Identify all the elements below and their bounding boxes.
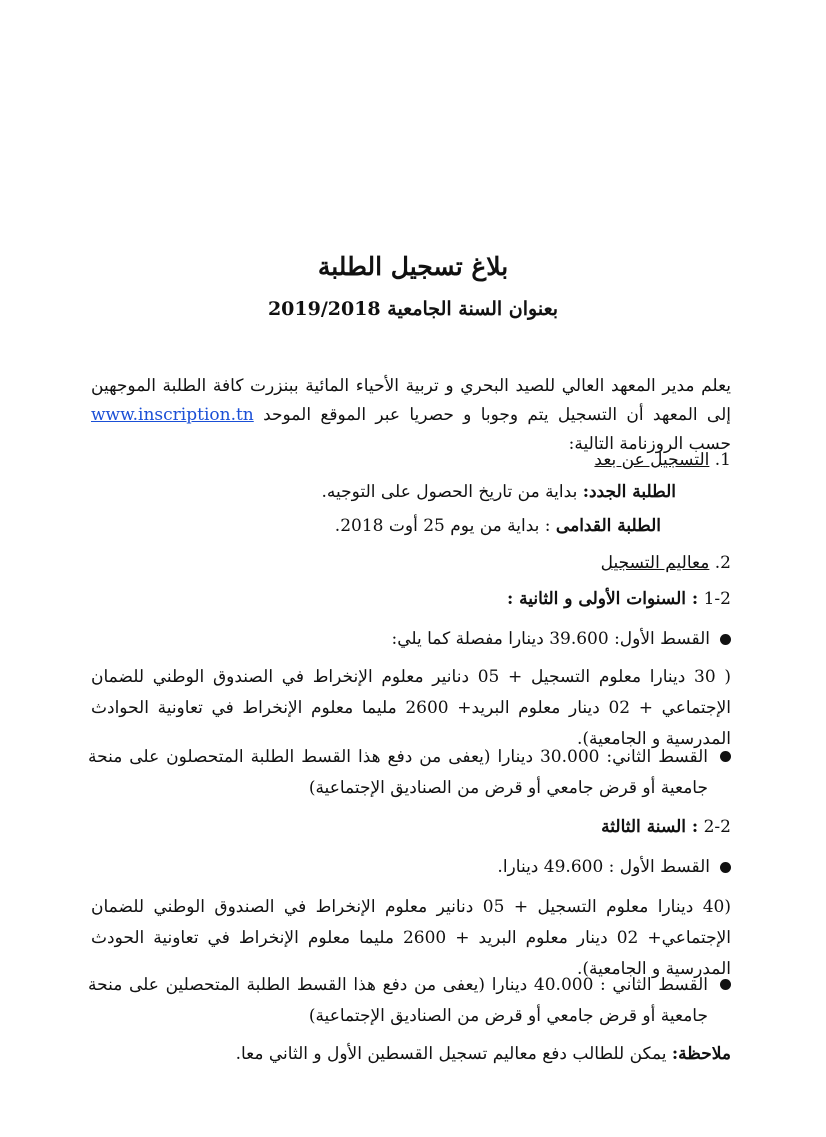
sub1-first-installment — [391, 625, 731, 654]
old-students-text: : بداية من يوم 25 أوت 2018. — [334, 516, 551, 536]
note-label: ملاحظة: — [671, 1044, 731, 1064]
section2-number: 2. — [714, 553, 731, 573]
bullet-icon — [720, 979, 731, 990]
section1-number: 1. — [714, 450, 731, 470]
bullet-icon — [720, 751, 731, 762]
note-line — [236, 1040, 731, 1069]
sub1-second-installment-text: القسط الثاني: 30.000 دينارا (يعفى من دفع هذا القسط الطلبة المتحصلون على منحة جامعية أو قرض جامعي أو قرض من الصناديق الإجتماعية) — [88, 747, 708, 798]
sub2-number: 2-2 — [703, 817, 731, 837]
sub1-first-details: ( 30 دينارا معلوم التسجيل + 05 دنانير معلوم الإنخراط في الصندوق الوطني للضمان الإجتماعي + 02 دينار معلوم البريد+ 2600 مليما معلوم الإنخراط في تعاونية الحوادث المدرسية و الجامعية). — [91, 667, 731, 749]
sub1-second-installment-bullet — [710, 742, 731, 771]
sub1-heading — [507, 585, 731, 614]
bullet-icon — [720, 862, 731, 873]
old-students-label: الطلبة القدامى — [555, 516, 661, 536]
sub2-second-installment-text: القسط الثاني : 40.000 دينارا (يعفى من دفع هذا القسط الطلبة المتحصلين على منحة جامعية أو قرض جامعي أو قرض من الصناديق الإجتماعية) — [88, 975, 709, 1026]
section2-heading — [601, 549, 731, 578]
sub1-number: 1-2 — [703, 589, 731, 609]
sub2-first-details: (40 دينارا معلوم التسجيل + 05 دنانير معلوم الإنخراط في الصندوق الوطني للضمان الإجتماعي+ 02 دينار معلوم البريد + 2600 مليما معلوم الإنخراط في تعاونية الحودث المدرسية و الجامعية). — [91, 897, 731, 979]
sub2-second-installment-bullet — [710, 970, 731, 999]
old-students-line — [335, 512, 661, 541]
sub2-first-installment-text: القسط الأول : 49.600 دينارا. — [497, 857, 710, 877]
sub1-title: : السنوات الأولى و الثانية : — [506, 589, 699, 609]
new-students-text: بداية من تاريخ الحصول على التوجيه. — [321, 482, 578, 502]
intro-text-end: حسب الروزنامة التالية: — [568, 434, 731, 454]
inscription-link[interactable]: www.inscription.tn — [91, 405, 254, 425]
sub2-heading — [601, 813, 731, 842]
section1-title: التسجيل عن بعد — [594, 450, 710, 470]
section1-heading — [594, 446, 731, 475]
intro-text: يعلم مدير المعهد العالي للصيد البحري و تربية الأحياء المائية ببنزرت كافة الطلبة الموجهين إلى المعهد أن التسجيل يتم وجوبا و حصريا عبر الموقع الموحد — [91, 376, 732, 425]
page-title: بلاغ تسجيل الطلبة — [317, 252, 509, 281]
new-students-label: الطلبة الجدد: — [582, 482, 676, 502]
section2-title: معاليم التسجيل — [600, 553, 710, 573]
sub2-first-installment — [497, 853, 731, 882]
note-text: يمكن للطالب دفع معاليم تسجيل القسطين الأول و الثاني معا. — [235, 1044, 667, 1064]
sub1-first-installment-text: القسط الأول: 39.600 دينارا مفصلة كما يلي: — [391, 629, 710, 649]
sub2-title: : السنة الثالثة — [601, 817, 699, 837]
page-subtitle: بعنوان السنة الجامعية 2019/2018 — [267, 298, 559, 320]
new-students-line — [322, 478, 676, 507]
bullet-icon — [720, 634, 731, 645]
